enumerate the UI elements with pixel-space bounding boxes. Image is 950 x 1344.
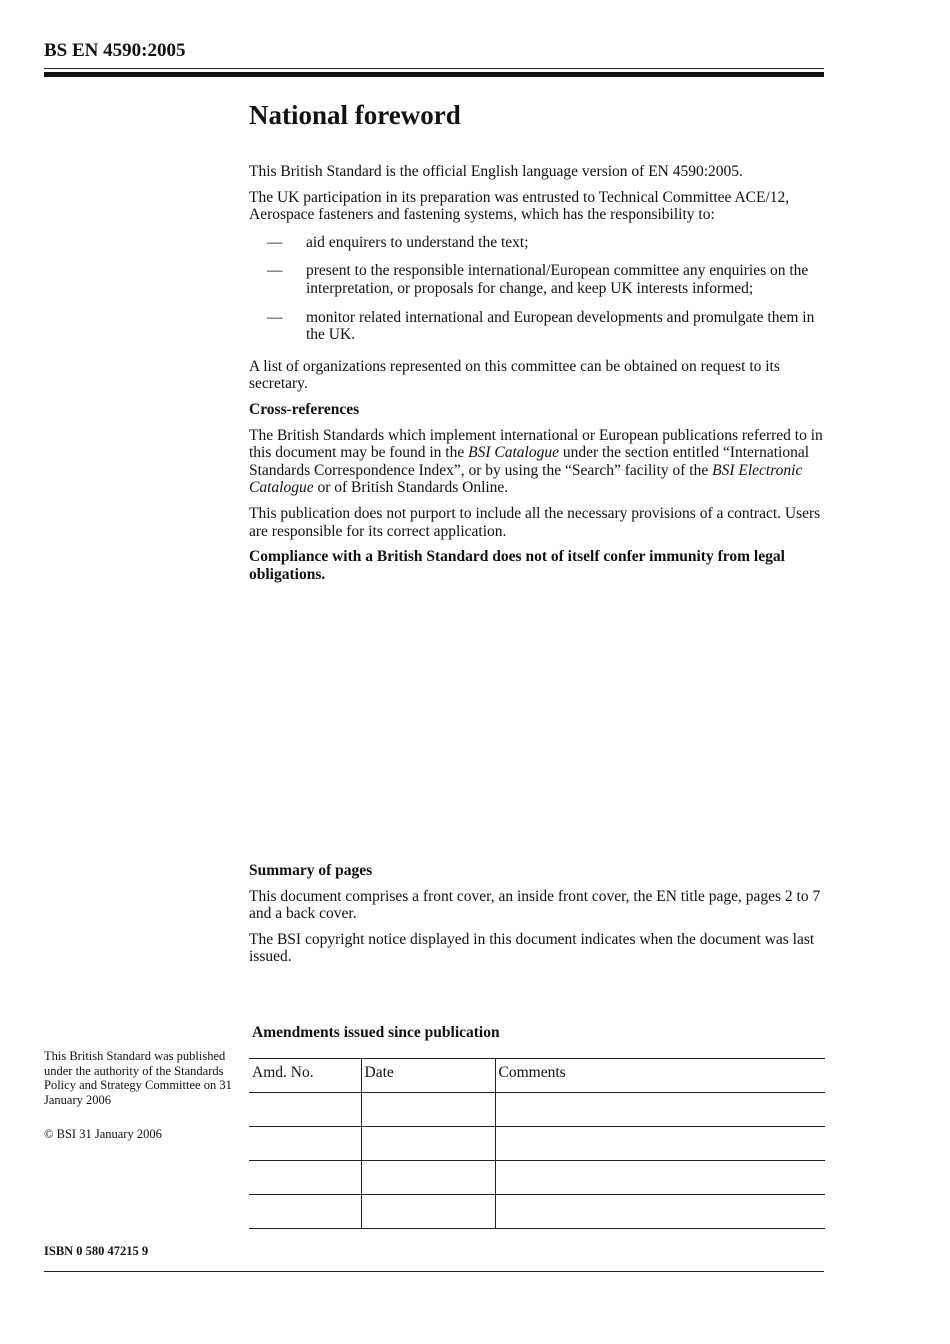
table-cell <box>495 1195 825 1229</box>
intro-paragraph: This British Standard is the official English language version of EN 4590:2005. <box>249 163 743 180</box>
cross-references-paragraph <box>249 427 829 497</box>
summary-paragraph: The BSI copyright notice displayed in this document indicates when the document was last issued. <box>249 930 815 966</box>
table-row <box>249 1093 825 1127</box>
page-title: National foreword <box>249 100 461 130</box>
list-item-text: monitor related international and European developments and promulgate them in the UK. <box>306 308 815 344</box>
summary-of-pages <box>249 862 829 974</box>
list-item-text: present to the responsible international/European committee any enquiries on the interpretation, or proposals for change, and keep UK interests informed; <box>306 262 809 297</box>
bsi-catalogue-title: BSI Catalogue <box>468 444 559 462</box>
dash-marker: — <box>267 308 283 326</box>
table-cell <box>361 1093 495 1127</box>
dash-marker: — <box>267 262 283 280</box>
column-header-comments: Comments <box>495 1059 825 1093</box>
table-row <box>249 1195 825 1229</box>
table-cell <box>249 1161 361 1195</box>
table-row <box>249 1161 825 1195</box>
table-row <box>249 1127 825 1161</box>
bsi-electronic-catalogue-title: BSI Electronic Catalogue <box>249 461 803 497</box>
amendments-title: Amendments issued since publication <box>252 1024 500 1041</box>
compliance-statement: Compliance with a British Standard does not of itself confer immunity from legal obligations. <box>249 548 785 583</box>
foreword-body <box>249 163 829 591</box>
amendments-table <box>249 1058 825 1229</box>
cross-ref-text: or of British Standards Online. <box>313 479 509 497</box>
table-cell <box>249 1195 361 1229</box>
responsibility-list <box>249 234 829 344</box>
table-cell <box>361 1161 495 1195</box>
table-cell <box>361 1127 495 1161</box>
summary-heading: Summary of pages <box>249 862 373 879</box>
document-id: BS EN 4590:2005 <box>44 40 186 61</box>
table-cell <box>495 1127 825 1161</box>
table-cell <box>495 1093 825 1127</box>
cross-references-heading: Cross-references <box>249 400 360 418</box>
publication-sidebar <box>44 1049 234 1162</box>
dash-marker: — <box>267 233 283 251</box>
column-header-amd-no: Amd. No. <box>249 1059 361 1093</box>
table-cell <box>361 1195 495 1229</box>
list-item-text: aid enquirers to understand the text; <box>306 233 529 251</box>
list-item <box>249 309 829 344</box>
column-header-date: Date <box>361 1059 495 1093</box>
table-cell <box>249 1093 361 1127</box>
table-header-row <box>249 1059 825 1093</box>
list-item <box>249 262 829 297</box>
footer-rule <box>44 1271 824 1272</box>
cross-ref-text: under the section entitled “International Standards Correspondence Index”, or by using the “Search” facility of the <box>249 444 810 479</box>
publication-authority-note: This British Standard was published under the authority of the Standards Policy and Strategy Committee on 31 January 2006 <box>44 1049 232 1107</box>
organizations-paragraph: A list of organizations represented on this committee can be obtained on request to its secretary. <box>249 357 780 393</box>
header-rule-thick <box>44 72 824 77</box>
cross-ref-text: The British Standards which implement international or European publications referred to in this document may be found in the <box>249 426 823 462</box>
provisions-paragraph: This publication does not purport to include all the necessary provisions of a contract. Users are responsible for its correct application. <box>249 504 821 540</box>
table-cell <box>495 1161 825 1195</box>
isbn: ISBN 0 580 47215 9 <box>44 1244 149 1258</box>
table-cell <box>249 1127 361 1161</box>
list-item <box>249 234 829 252</box>
copyright-note: © BSI 31 January 2006 <box>44 1127 162 1142</box>
summary-paragraph: This document comprises a front cover, an inside front cover, the EN title page, pages 2 to 7 and a back cover. <box>249 887 821 923</box>
intro-paragraph: The UK participation in its preparation was entrusted to Technical Committee ACE/12, Aerospace fasteners and fastening systems, which has the responsibility to: <box>249 188 790 224</box>
header-rule-thin <box>44 68 824 69</box>
